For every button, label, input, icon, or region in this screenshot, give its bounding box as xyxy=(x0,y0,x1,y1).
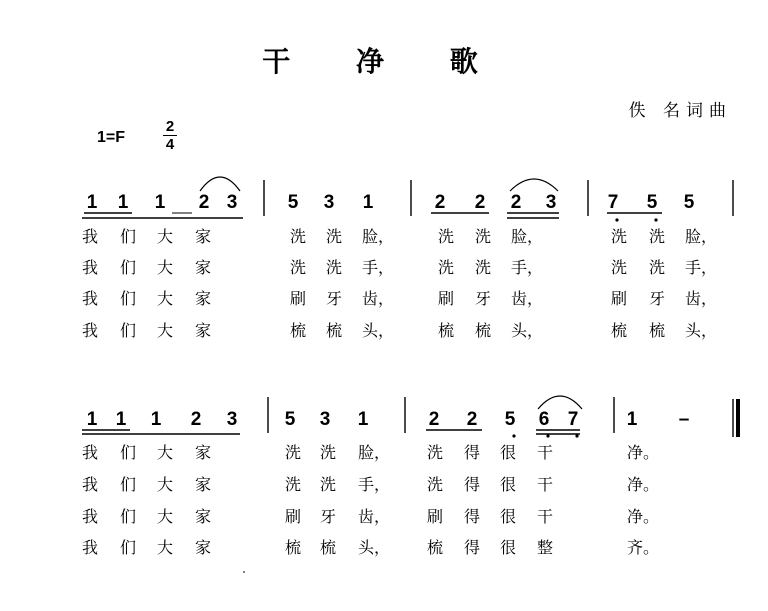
lyric-0-2-1: 们 xyxy=(120,289,137,308)
note-0-0: 1 xyxy=(86,192,98,213)
lyric-1-1-2: 大 xyxy=(157,475,174,494)
lyric-0-3-3: 家 xyxy=(195,321,212,340)
lyric-1-1-1: 们 xyxy=(120,475,137,494)
note-0-2: 1 xyxy=(154,192,166,213)
note-0-4: 3 xyxy=(226,192,238,213)
lyric-0-0-10: 洗 xyxy=(611,227,628,246)
note-0-14: 5 xyxy=(683,192,695,213)
lyric-0-1-9: 手， xyxy=(511,258,544,277)
note-1-4: 3 xyxy=(226,409,238,430)
lyric-0-2-6: 齿， xyxy=(362,289,395,308)
lyric-1-1-11: 净。 xyxy=(627,475,660,494)
lyric-1-0-6: 脸， xyxy=(358,443,391,462)
lyric-1-3-8: 得 xyxy=(464,538,481,557)
lyric-1-2-9: 很 xyxy=(500,507,517,526)
lyric-0-1-7: 洗 xyxy=(438,258,455,277)
lyric-1-0-9: 很 xyxy=(500,443,517,462)
note-0-5: 5 xyxy=(287,192,299,213)
lyric-0-2-0: 我 xyxy=(82,289,99,308)
note-1-12: 7 xyxy=(567,409,579,430)
song-title: 干 净 歌 xyxy=(262,45,506,78)
note-0-13: 5 xyxy=(646,192,658,213)
lyric-0-3-7: 梳 xyxy=(438,321,455,340)
lyric-0-0-12: 脸， xyxy=(685,227,718,246)
lyric-1-1-5: 洗 xyxy=(320,475,337,494)
note-0-10: 2 xyxy=(510,192,522,213)
lyric-0-0-1: 们 xyxy=(120,227,137,246)
lyric-0-3-12: 头， xyxy=(685,321,718,340)
note-1-14: – xyxy=(678,409,690,430)
lyric-0-3-10: 梳 xyxy=(611,321,628,340)
lyric-0-1-10: 洗 xyxy=(611,258,628,277)
lyric-1-3-11: 齐。 xyxy=(627,538,660,557)
octave-dot-1-1 xyxy=(546,434,549,437)
lyric-1-0-8: 得 xyxy=(464,443,481,462)
lyric-1-0-5: 洗 xyxy=(320,443,337,462)
lyric-1-3-4: 梳 xyxy=(285,538,302,557)
lyric-1-2-0: 我 xyxy=(82,507,99,526)
octave-dot-1-2 xyxy=(575,434,578,437)
lyric-1-3-7: 梳 xyxy=(427,538,444,557)
note-1-9: 2 xyxy=(466,409,478,430)
note-0-9: 2 xyxy=(474,192,486,213)
lyric-0-3-2: 大 xyxy=(157,321,174,340)
lyric-0-2-8: 牙 xyxy=(475,289,492,308)
lyric-1-0-1: 们 xyxy=(120,443,137,462)
note-0-3: 2 xyxy=(198,192,210,213)
lyric-1-2-5: 牙 xyxy=(320,507,337,526)
lyric-1-2-1: 们 xyxy=(120,507,137,526)
lyric-0-3-9: 头， xyxy=(511,321,544,340)
slur-1-0 xyxy=(538,396,582,409)
lyric-1-0-3: 家 xyxy=(195,443,212,462)
note-0-11: 3 xyxy=(545,192,557,213)
note-1-2: 1 xyxy=(150,409,162,430)
note-1-11: 6 xyxy=(538,409,550,430)
lyric-0-3-1: 们 xyxy=(120,321,137,340)
time-signature-top: 2 xyxy=(165,118,175,135)
lyric-1-0-11: 净。 xyxy=(627,443,660,462)
lyric-1-3-5: 梳 xyxy=(320,538,337,557)
slur-0-0 xyxy=(200,177,240,191)
lyric-1-3-9: 很 xyxy=(500,538,517,557)
note-0-6: 3 xyxy=(323,192,335,213)
lyric-1-1-3: 家 xyxy=(195,475,212,494)
lyric-1-3-0: 我 xyxy=(82,538,99,557)
note-1-5: 5 xyxy=(284,409,296,430)
lyric-0-0-6: 脸， xyxy=(362,227,395,246)
lyric-0-0-7: 洗 xyxy=(438,227,455,246)
lyric-1-1-7: 洗 xyxy=(427,475,444,494)
lyric-0-1-3: 家 xyxy=(195,258,212,277)
lyric-0-3-8: 梳 xyxy=(475,321,492,340)
lyric-0-3-5: 梳 xyxy=(326,321,343,340)
note-0-12: 7 xyxy=(607,192,619,213)
lyric-0-3-4: 梳 xyxy=(290,321,307,340)
lyric-1-2-4: 刷 xyxy=(285,507,302,526)
lyric-1-0-0: 我 xyxy=(82,443,99,462)
author-credit: 佚 名词曲 xyxy=(628,101,732,121)
octave-dot-0-1 xyxy=(654,218,657,221)
lyric-1-0-4: 洗 xyxy=(285,443,302,462)
time-signature-bottom: 4 xyxy=(165,136,175,153)
lyric-0-2-4: 刷 xyxy=(290,289,307,308)
lyric-1-3-1: 们 xyxy=(120,538,137,557)
note-1-8: 2 xyxy=(428,409,440,430)
lyric-0-1-5: 洗 xyxy=(326,258,343,277)
lyric-1-1-6: 手， xyxy=(358,475,391,494)
note-1-3: 2 xyxy=(190,409,202,430)
lyric-0-1-11: 洗 xyxy=(649,258,666,277)
note-1-0: 1 xyxy=(86,409,98,430)
lyric-1-2-11: 净。 xyxy=(627,507,660,526)
lyric-0-2-3: 家 xyxy=(195,289,212,308)
lyric-0-1-0: 我 xyxy=(82,258,99,277)
lyric-0-2-12: 齿， xyxy=(685,289,718,308)
lyric-1-1-4: 洗 xyxy=(285,475,302,494)
lyric-1-2-2: 大 xyxy=(157,507,174,526)
octave-dot-1-0 xyxy=(512,434,515,437)
lyric-1-3-3: 家 xyxy=(195,538,212,557)
lyric-1-0-7: 洗 xyxy=(427,443,444,462)
lyric-0-1-1: 们 xyxy=(120,258,137,277)
lyric-0-0-5: 洗 xyxy=(326,227,343,246)
note-1-6: 3 xyxy=(319,409,331,430)
slur-0-1 xyxy=(510,179,558,191)
lyric-0-2-5: 牙 xyxy=(326,289,343,308)
lyric-0-0-2: 大 xyxy=(157,227,174,246)
lyric-0-0-9: 脸， xyxy=(511,227,544,246)
lyric-0-1-8: 洗 xyxy=(475,258,492,277)
lyric-0-0-8: 洗 xyxy=(475,227,492,246)
lyric-1-3-6: 头， xyxy=(358,538,391,557)
note-1-13: 1 xyxy=(626,409,638,430)
lyric-0-3-0: 我 xyxy=(82,321,99,340)
lyric-0-3-11: 梳 xyxy=(649,321,666,340)
lyric-0-2-7: 刷 xyxy=(438,289,455,308)
note-0-7: 1 xyxy=(362,192,374,213)
note-0-1: 1 xyxy=(117,192,129,213)
lyric-1-2-3: 家 xyxy=(195,507,212,526)
lyric-0-0-3: 家 xyxy=(195,227,212,246)
lyric-1-3-10: 整 xyxy=(537,538,554,557)
lyric-1-2-8: 得 xyxy=(464,507,481,526)
note-1-1: 1 xyxy=(115,409,127,430)
note-0-8: 2 xyxy=(434,192,446,213)
octave-dot-0-0 xyxy=(615,218,618,221)
lyric-1-0-10: 干 xyxy=(537,443,554,462)
note-1-7: 1 xyxy=(357,409,369,430)
key-signature: 1=F xyxy=(97,129,126,146)
lyric-0-1-2: 大 xyxy=(157,258,174,277)
lyric-1-2-10: 干 xyxy=(537,507,554,526)
lyric-0-0-0: 我 xyxy=(82,227,99,246)
lyric-1-1-8: 得 xyxy=(464,475,481,494)
lyric-0-0-4: 洗 xyxy=(290,227,307,246)
lyric-1-2-7: 刷 xyxy=(427,507,444,526)
lyric-1-1-0: 我 xyxy=(82,475,99,494)
lyric-0-1-6: 手， xyxy=(362,258,395,277)
lyric-1-1-10: 干 xyxy=(537,475,554,494)
lyric-0-3-6: 头， xyxy=(362,321,395,340)
lyric-0-2-11: 牙 xyxy=(649,289,666,308)
lyric-0-2-2: 大 xyxy=(157,289,174,308)
lyric-1-1-9: 很 xyxy=(500,475,517,494)
lyric-0-1-4: 洗 xyxy=(290,258,307,277)
lyric-1-2-6: 齿， xyxy=(358,507,391,526)
lyric-0-0-11: 洗 xyxy=(649,227,666,246)
note-1-10: 5 xyxy=(504,409,516,430)
lyric-0-2-9: 齿， xyxy=(511,289,544,308)
lyric-1-3-2: 大 xyxy=(157,538,174,557)
lyric-0-2-10: 刷 xyxy=(611,289,628,308)
lyric-1-0-2: 大 xyxy=(157,443,174,462)
lyric-0-1-12: 手， xyxy=(685,258,718,277)
